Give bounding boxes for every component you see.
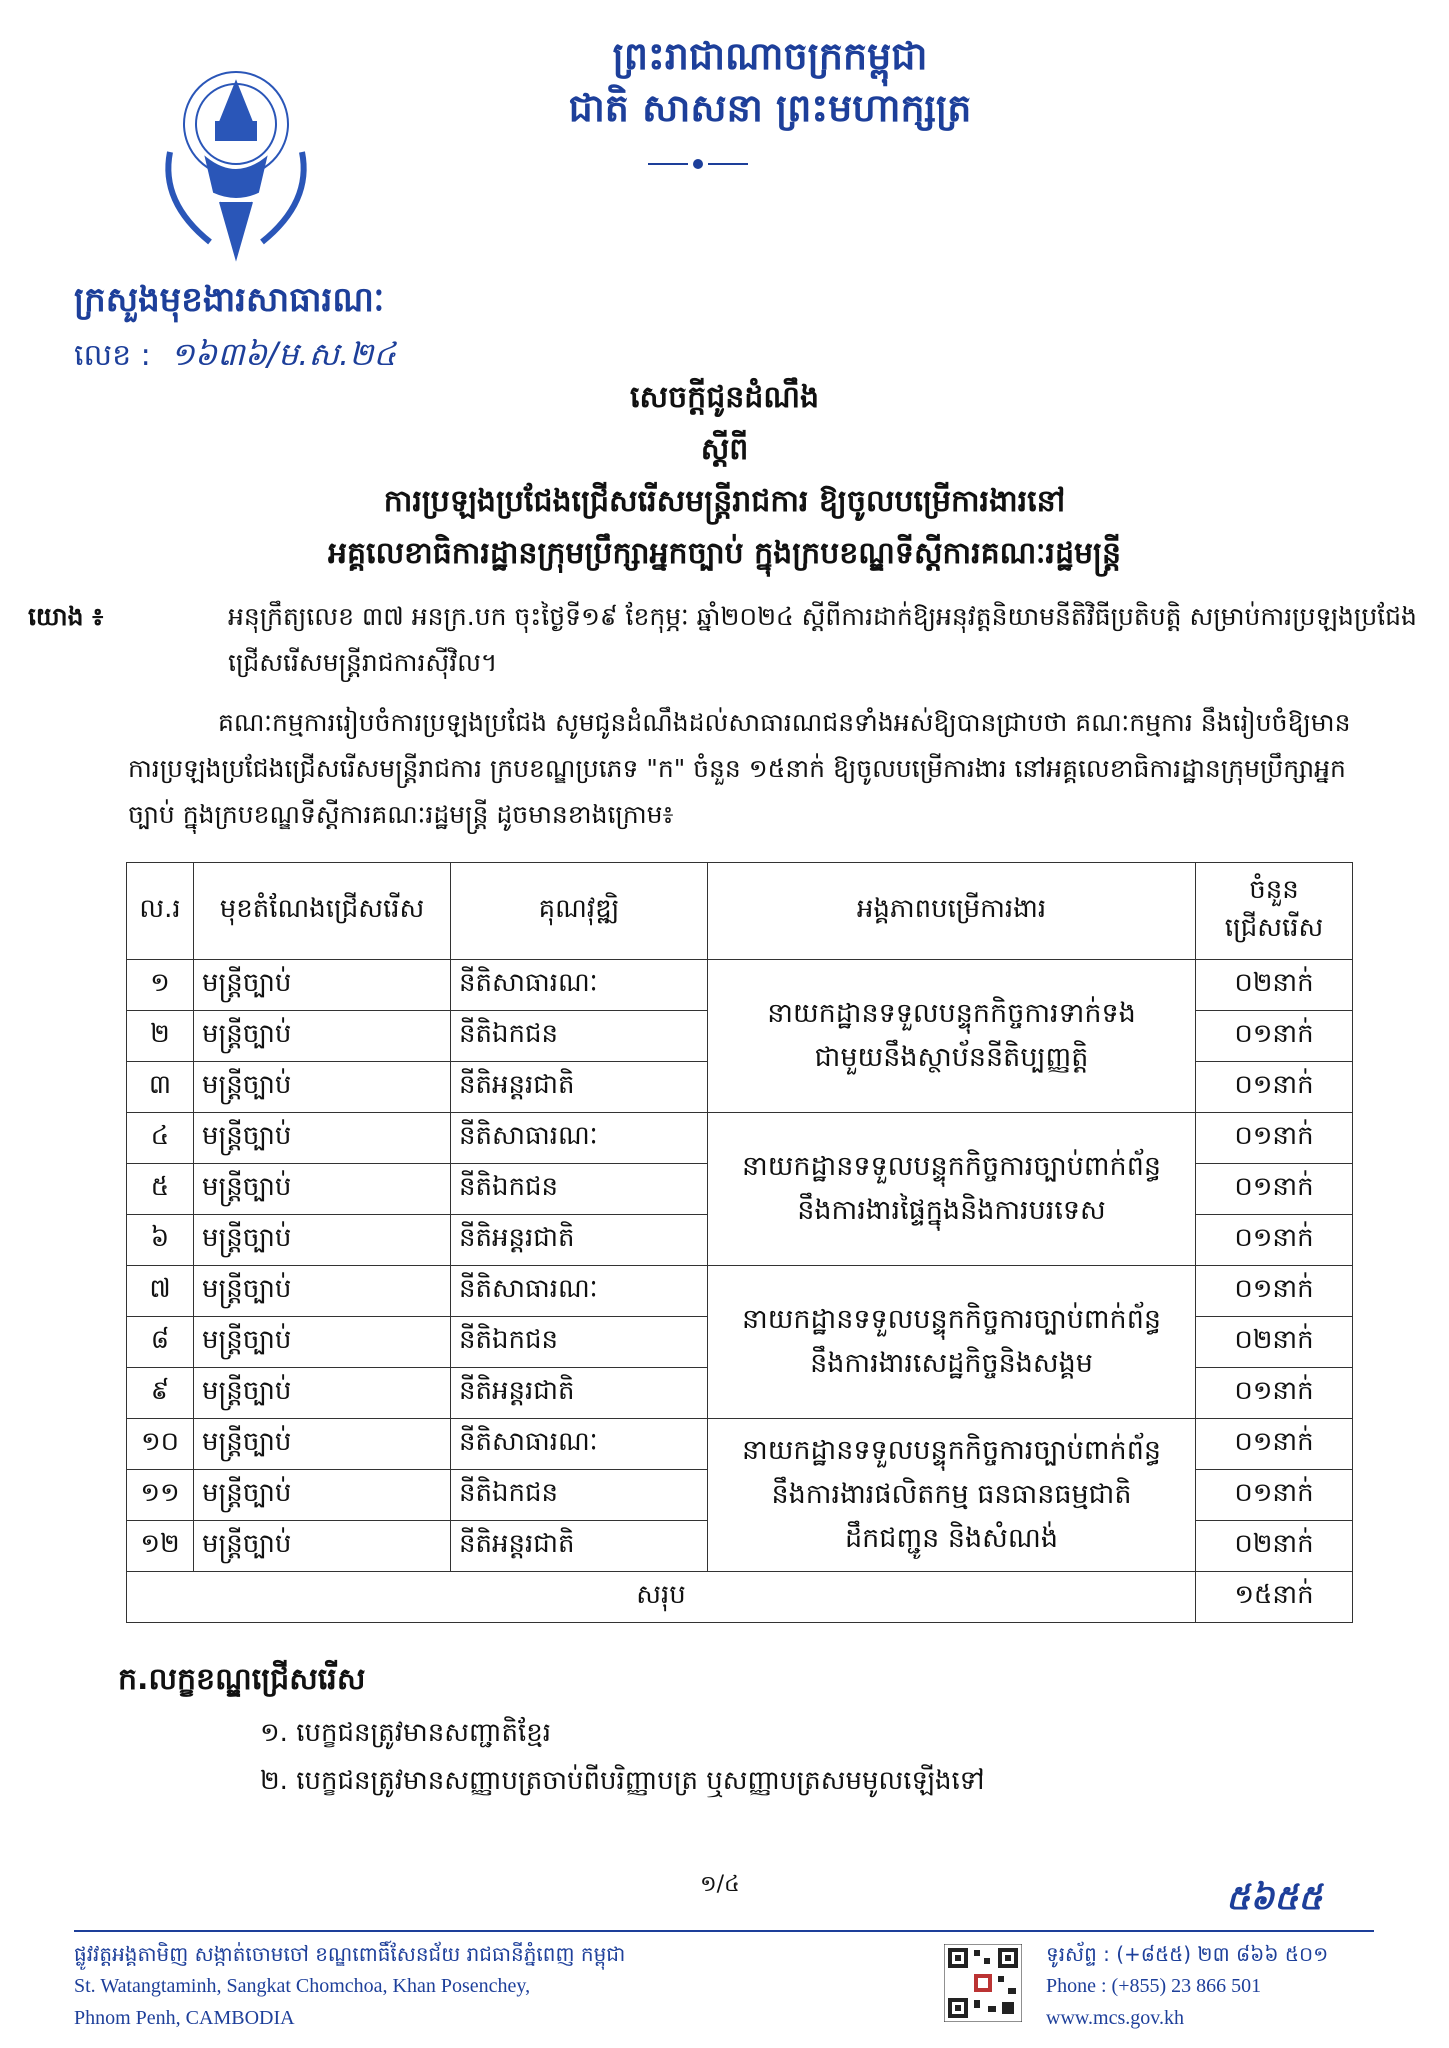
- title-line4: អគ្គលេខាធិការដ្ឋានក្រុមប្រឹក្សាអ្នកច្បាប់ ក្នុងក្របខណ្ឌទីស្តីការគណៈរដ្ឋមន្ត្រី: [327, 536, 1122, 571]
- criteria-item: ២. បេក្ខជនត្រូវមានសញ្ញាបត្រចាប់ពីបរិញ្ញាបត្រ ឬសញ្ញាបត្រសមមូលឡើងទៅ: [260, 1766, 985, 1796]
- cell-qualification: នីតិឯកជន: [451, 1164, 708, 1215]
- cell-no: ១២: [127, 1521, 194, 1572]
- cell-no: ៥: [127, 1164, 194, 1215]
- address-en-line1: St. Watangtaminh, Sangkat Chomchoa, Khan Posenchey,: [74, 1975, 531, 1997]
- table-header-row: [127, 863, 1353, 960]
- title-line1: សេចក្តីជូនដំណឹង: [630, 380, 819, 415]
- table-row: [127, 1113, 1353, 1164]
- cell-no: ៦: [127, 1215, 194, 1266]
- cell-position: មន្ត្រីច្បាប់: [194, 1521, 451, 1572]
- col-unit: អង្គភាពបម្រើការងារ: [708, 863, 1196, 960]
- cell-no: ៣: [127, 1062, 194, 1113]
- cell-count: ០១នាក់: [1196, 1419, 1353, 1470]
- cell-count: ០១នាក់: [1196, 1062, 1353, 1113]
- cell-position: មន្ត្រីច្បាប់: [194, 1368, 451, 1419]
- cell-position: មន្ត្រីច្បាប់: [194, 1011, 451, 1062]
- unit-line1: នាយកដ្ឋានទទួលបន្ទុកកិច្ចការទាក់ទង: [767, 998, 1136, 1029]
- phone-kh: ទូរស័ព្ទ : (+៨៥៥) ២៣ ៨៦៦ ៥០១: [1046, 1942, 1329, 1966]
- cell-qualification: នីតិឯកជន: [451, 1470, 708, 1521]
- kingdom-motto: [420, 30, 1120, 134]
- table-total-row: [127, 1572, 1353, 1623]
- reference-text: អនុក្រឹត្យលេខ ៣៧ អនក្រ.បក ចុះថ្ងៃទី១៩ ខែកុម្ភៈ ឆ្នាំ២០២៤ ស្តីពីការដាក់ឱ្យអនុវត្តនិយាមនីតិវិធីប្រតិបត្តិ សម្រាប់ការប្រឡងប្រជែងជ្រើសរើសមន្ត្រីរាជការស៊ីវិល។: [228, 602, 1417, 677]
- royal-emblem-icon: [150, 62, 322, 262]
- cell-qualification: នីតិសាធារណៈ: [451, 960, 708, 1011]
- unit-line2: នឹងការងារផលិតកម្ម ធនធានធម្មជាតិ: [771, 1479, 1132, 1510]
- ref-label: លេខ :: [74, 338, 151, 373]
- cell-qualification: នីតិអន្តរជាតិ: [451, 1521, 708, 1572]
- footer-contact: [1046, 1938, 1328, 2034]
- reference-paragraph: [28, 594, 1449, 686]
- cell-qualification: នីតិអន្តរជាតិ: [451, 1062, 708, 1113]
- table-row: [127, 1266, 1353, 1317]
- cell-qualification: នីតិឯកជន: [451, 1317, 708, 1368]
- cell-unit: [708, 1266, 1196, 1419]
- unit-line1: នាយកដ្ឋានទទួលបន្ទុកកិច្ចការច្បាប់ពាក់ព័ន្ធ: [742, 1435, 1161, 1466]
- cell-unit: [708, 960, 1196, 1113]
- footer-divider: [74, 1930, 1374, 1932]
- cell-position: មន្ត្រីច្បាប់: [194, 1470, 451, 1521]
- cell-no: ៤: [127, 1113, 194, 1164]
- title-line3: ការប្រឡងប្រជែងជ្រើសរើសមន្ត្រីរាជការ ឱ្យចូលបម្រើការងារនៅ: [383, 484, 1066, 519]
- unit-line3: ដឹកជញ្ជូន និងសំណង់: [845, 1523, 1058, 1554]
- cell-position: មន្ត្រីច្បាប់: [194, 1317, 451, 1368]
- total-label: សរុប: [127, 1572, 1196, 1623]
- recruitment-table: [126, 862, 1353, 1623]
- cell-count: ០១នាក់: [1196, 1164, 1353, 1215]
- cell-position: មន្ត្រីច្បាប់: [194, 1164, 451, 1215]
- criteria-item: ១. បេក្ខជនត្រូវមានសញ្ជាតិខ្មែរ: [260, 1718, 552, 1748]
- table-row: [127, 1419, 1353, 1470]
- cell-qualification: នីតិឯកជន: [451, 1011, 708, 1062]
- kingdom-line2: ជាតិ សាសនា ព្រះមហាក្សត្រ: [568, 86, 972, 130]
- col-count: [1196, 863, 1353, 960]
- criteria-heading: ក.លក្ខខណ្ឌជ្រើសរើស: [118, 1662, 366, 1697]
- address-en-line2: Phnom Penh, CAMBODIA: [74, 2007, 295, 2029]
- address-kh: ផ្លូវវត្តអង្គតាមិញ សង្កាត់ចោមចៅ ខណ្ឌពោធិ៍សែនជ័យ រាជធានីភ្នំពេញ កម្ពុជា: [74, 1942, 626, 1966]
- cell-qualification: នីតិសាធារណៈ: [451, 1419, 708, 1470]
- table-row: [127, 960, 1353, 1011]
- qr-code-icon: [944, 1944, 1022, 2022]
- cell-position: មន្ត្រីច្បាប់: [194, 1419, 451, 1470]
- cell-unit: [708, 1419, 1196, 1572]
- cell-count: ០២នាក់: [1196, 1521, 1353, 1572]
- total-count: ១៥នាក់: [1196, 1572, 1353, 1623]
- cell-no: ១: [127, 960, 194, 1011]
- cell-qualification: នីតិអន្តរជាតិ: [451, 1368, 708, 1419]
- cell-no: ៧: [127, 1266, 194, 1317]
- cell-qualification: នីតិអន្តរជាតិ: [451, 1215, 708, 1266]
- unit-line1: នាយកដ្ឋានទទួលបន្ទុកកិច្ចការច្បាប់ពាក់ព័ន្ធ: [742, 1151, 1161, 1182]
- cell-qualification: នីតិសាធារណៈ: [451, 1113, 708, 1164]
- cell-count: ០១នាក់: [1196, 1215, 1353, 1266]
- intro-paragraph: គណៈកម្មការរៀបចំការប្រឡងប្រជែង សូមជូនដំណឹងដល់សាធារណជនទាំងអស់ឱ្យបានជ្រាបថា គណៈកម្មការ នឹងរៀបចំឱ្យមានការប្រឡងប្រជែងជ្រើសរើសមន្ត្រីរាជការ ក្របខណ្ឌប្រភេទ "ក" ចំនួន ១៥នាក់ ឱ្យចូលបម្រើការងារ នៅអគ្គលេខាធិការដ្ឋានក្រុមប្រឹក្សាអ្នកច្បាប់ ក្នុងក្របខណ្ឌទីស្តីការគណៈរដ្ឋមន្ត្រី ដូចមានខាងក្រោម៖: [128, 708, 1351, 829]
- ornament-divider: [648, 156, 748, 172]
- cell-unit: [708, 1113, 1196, 1266]
- col-qualification: គុណវុឌ្ឍិ: [451, 863, 708, 960]
- cell-position: មន្ត្រីច្បាប់: [194, 1215, 451, 1266]
- ministry-name: ក្រសួងមុខងារសាធារណៈ: [74, 280, 385, 320]
- cell-count: ០២នាក់: [1196, 1317, 1353, 1368]
- notice-title: [120, 372, 1329, 580]
- col-count-line1: ចំនួន: [1249, 875, 1299, 905]
- cell-no: ១០: [127, 1419, 194, 1470]
- unit-line2: នឹងការងារសេដ្ឋកិច្ចនិងសង្គម: [810, 1348, 1093, 1379]
- website-link[interactable]: www.mcs.gov.kh: [1046, 2007, 1184, 2029]
- col-position: មុខតំណែងជ្រើសរើស: [194, 863, 451, 960]
- cell-count: ០១នាក់: [1196, 1113, 1353, 1164]
- col-no: ល.រ: [127, 863, 194, 960]
- unit-line2: នឹងការងារផ្ទៃក្នុងនិងការបរទេស: [797, 1195, 1106, 1226]
- cell-count: ០១នាក់: [1196, 1470, 1353, 1521]
- footer-address: [74, 1938, 625, 2034]
- col-count-line2: ជ្រើសរើស: [1224, 913, 1324, 943]
- ref-number-handwritten: ១៦៣៦/ម.ស.២៤: [170, 335, 396, 373]
- cell-no: ៨: [127, 1317, 194, 1368]
- cell-no: ៩: [127, 1368, 194, 1419]
- cell-count: ០១នាក់: [1196, 1368, 1353, 1419]
- unit-line2: ជាមួយនឹងស្ថាប័ននីតិប្បញ្ញត្តិ: [814, 1042, 1089, 1073]
- cell-no: ១១: [127, 1470, 194, 1521]
- cell-qualification: នីតិសាធារណៈ: [451, 1266, 708, 1317]
- cell-position: មន្ត្រីច្បាប់: [194, 1113, 451, 1164]
- cell-count: ០១នាក់: [1196, 1011, 1353, 1062]
- title-line2: ស្តីពី: [700, 432, 749, 467]
- cell-count: ០២នាក់: [1196, 960, 1353, 1011]
- cell-no: ២: [127, 1011, 194, 1062]
- page-number: ១/៤: [700, 1872, 740, 1897]
- kingdom-line1: ព្រះរាជាណាចក្រកម្ពុជា: [612, 34, 928, 78]
- cell-position: មន្ត្រីច្បាប់: [194, 960, 451, 1011]
- cell-count: ០១នាក់: [1196, 1266, 1353, 1317]
- reference-label: យោង ៖: [28, 602, 104, 631]
- handwritten-initials: ៥៦៥៥: [1226, 1878, 1323, 1918]
- phone-en: Phone : (+855) 23 866 501: [1046, 1975, 1262, 1997]
- unit-line1: នាយកដ្ឋានទទួលបន្ទុកកិច្ចការច្បាប់ពាក់ព័ន្ធ: [742, 1304, 1161, 1335]
- cell-position: មន្ត្រីច្បាប់: [194, 1062, 451, 1113]
- cell-position: មន្ត្រីច្បាប់: [194, 1266, 451, 1317]
